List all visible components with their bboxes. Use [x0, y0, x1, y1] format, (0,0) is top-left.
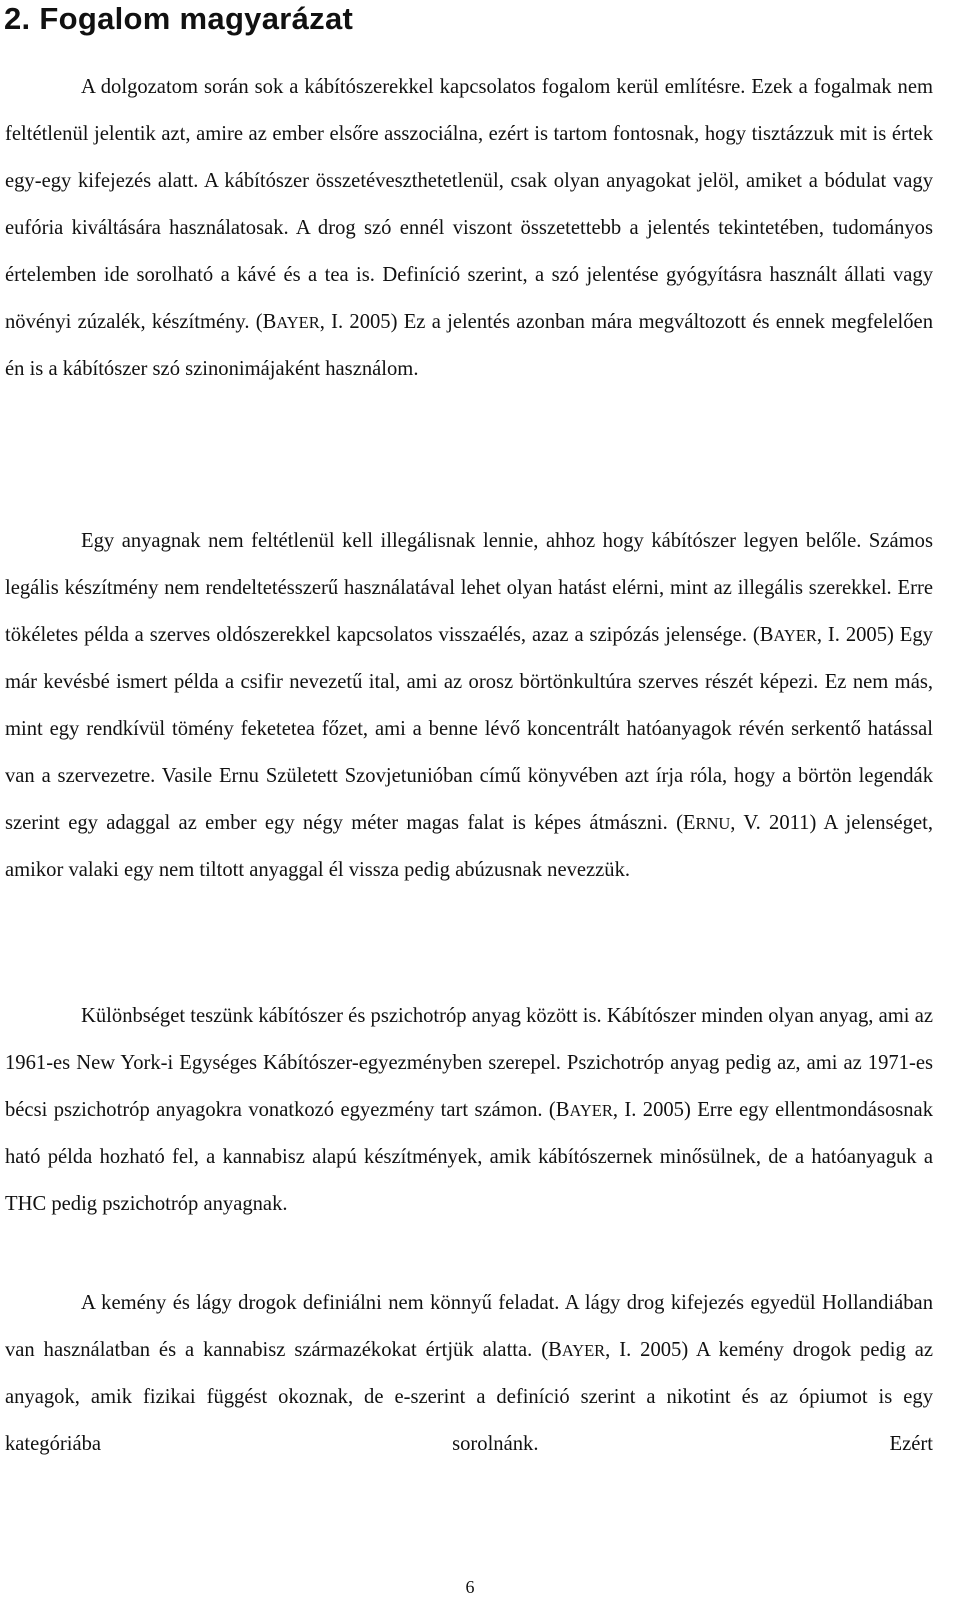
paragraph-text: , I. 2005) Ez a jelentés azonban mára megváltozott és ennek megfelelően én is a kábítószer szó szinonimájaként használom.	[5, 311, 933, 380]
paragraph-4	[5, 1280, 933, 1468]
paragraph-1	[5, 64, 933, 393]
paragraph-text: A dolgozatom során sok a kábítószerekkel kapcsolatos fogalom kerül említésre. Ezek a fogalmak nem feltétlenül jelentik azt, amire az ember elsőre asszociálna, ezért is tartom fontosnak, hogy tisztázzuk mit is értek egy-egy kifejezés alatt. A kábítószer összetéveszthetetlenül, csak olyan anyagokat jelöl, amiket a bódulat vagy eufória kiváltására használatosak. A drog szó ennél viszont összetettebb a jelentés tekintetében, tudományos értelemben ide sorolható a kávé és a tea is. Definíció szerint, a szó jelentése gyógyításra használt állati vagy növényi zúzalék, készítmény. (B	[5, 76, 933, 333]
paragraph-text: , V. 2011) A jelenséget, amikor valaki egy nem tiltott anyaggal él vissza pedig abúzusnak nevezzük.	[5, 812, 933, 881]
citation-author: AYER	[276, 313, 320, 332]
paragraph-text: , I. 2005) Egy már kevésbé ismert példa a csifir nevezetű ital, ami az orosz börtönkultúra szerves részét képezi. Ez nem más, mint egy rendkívül tömény feketetea főzet, ami a benne lévő koncentrált hatóanyagok révén serkentő hatással van a szervezetre. Vasile Ernu Született Szovjetunióban című könyvében azt írja róla, hogy a börtön legendák szerint egy adaggal az ember egy négy méter magas falat is képes átmászni. (E	[5, 624, 933, 834]
citation-author: AYER	[561, 1341, 606, 1360]
citation-author: RNU	[695, 814, 731, 833]
paragraph-text: Különbséget teszünk kábítószer és pszichotróp anyag között is. Kábítószer minden olyan anyag, ami az 1961-es New York-i Egységes Kábítószer-egyezményben szerepel. Pszichotróp anyag pedig az, ami az 1971-es bécsi pszichotróp anyagokra vonatkozó egyezmény tart számon. (B	[5, 1005, 933, 1121]
citation-author: AYER	[569, 1101, 613, 1120]
paragraph-2	[5, 518, 933, 894]
paragraph-text: , I. 2005) Erre egy ellentmondásosnak ható példa hozható fel, a kannabisz alapú készítmények, amik kábítószernek minősülnek, de a hatóanyaguk a THC pedig pszichotróp anyagnak.	[5, 1099, 933, 1215]
paragraph-text: A kemény és lágy drogok definiálni nem könnyű feladat. A lágy drog kifejezés egyedül Hollandiában van használatban és a kannabisz származékokat értjük alatta. (B	[5, 1292, 933, 1361]
paragraph-text: Egy anyagnak nem feltétlenül kell illegálisnak lennie, ahhoz hogy kábítószer legyen belőle. Számos legális készítmény nem rendeltetésszerű használatával lehet olyan hatást elérni, mint az illegális szerekkel. Erre tökéletes példa a szerves oldószerekkel kapcsolatos visszaélés, azaz a szipózás jelensége. (B	[5, 530, 933, 646]
section-heading: 2. Fogalom magyarázat	[4, 1, 354, 36]
paragraph-3	[5, 993, 933, 1228]
citation-author: AYER	[773, 626, 817, 645]
paragraph-text: , I. 2005) A kemény drogok pedig az anyagok, amik fizikai függést okoznak, de e-szerint a definíció szerint a nikotint és az ópiumot is egy kategóriába sorolnánk. Ezért	[5, 1339, 933, 1455]
page-number: 6	[465, 1577, 475, 1597]
